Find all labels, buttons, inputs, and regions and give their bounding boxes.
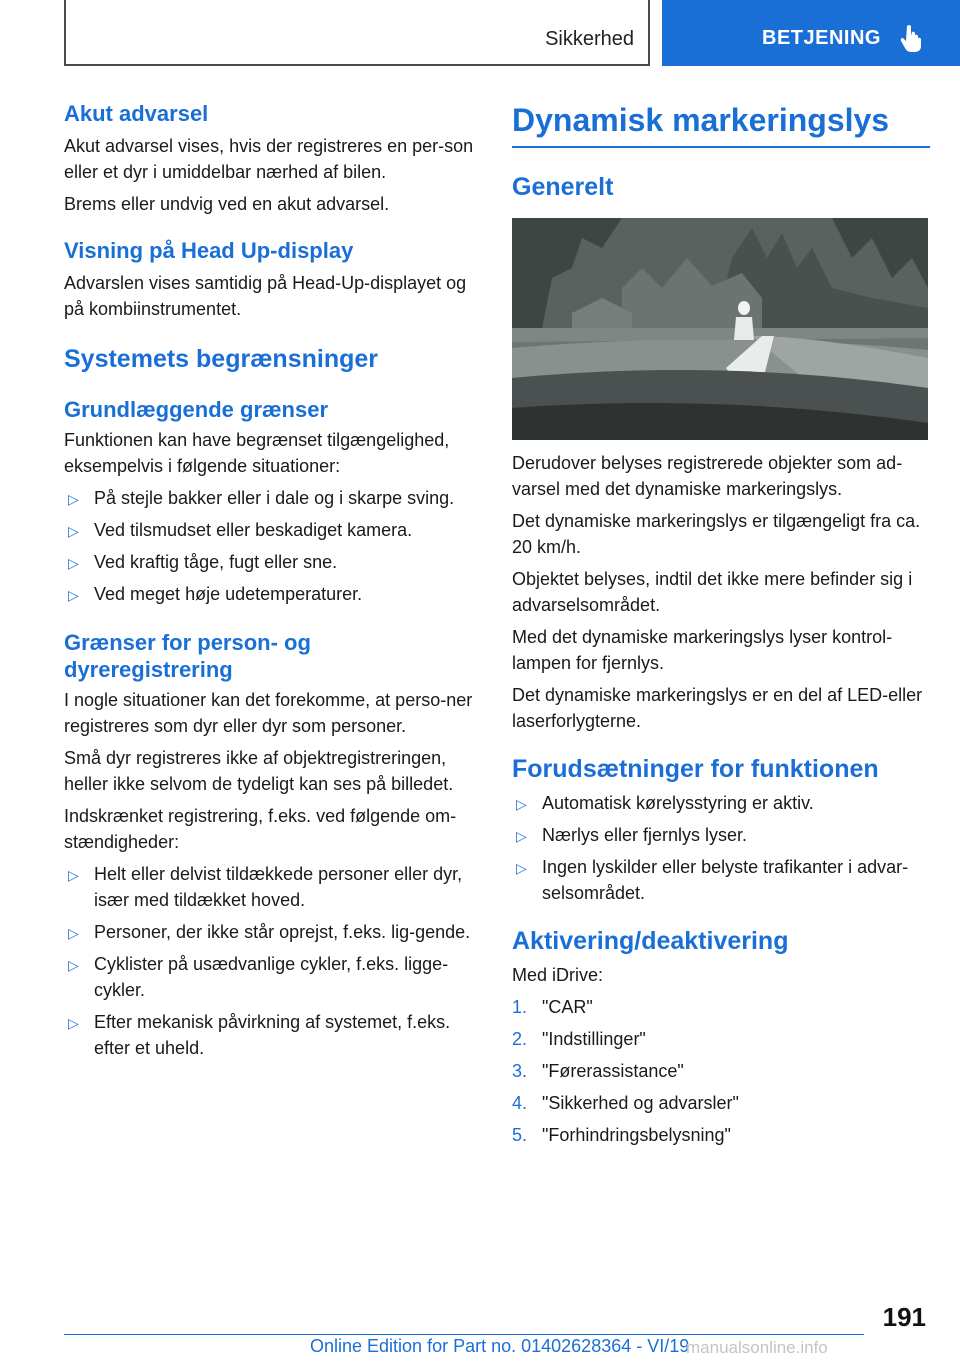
list-item: 5. "Forhindringsbelysning" xyxy=(512,1125,731,1145)
heading-grundlaeggende-graenser: Grundlæggende grænser xyxy=(64,397,329,422)
paragraph: Advarslen vises samtidig på Head-Up-displayet og på kombiinstrumentet. xyxy=(64,273,467,319)
heading-forudsaetninger: Forudsætninger for funktionen xyxy=(512,755,879,783)
triangle-bullet-icon: ▷ xyxy=(68,587,79,603)
triangle-bullet-icon: ▷ xyxy=(68,925,79,941)
list-item: ▷ Helt eller delvist tildækkede personer eller dyr, især med tildækket hoved. xyxy=(68,864,463,910)
triangle-bullet-icon: ▷ xyxy=(516,796,527,812)
pointing-hand-icon xyxy=(898,24,924,52)
footer-rule xyxy=(64,1334,864,1335)
page-number: 191 xyxy=(882,1302,926,1332)
triangle-bullet-icon: ▷ xyxy=(68,523,79,539)
list-item: 2. "Indstillinger" xyxy=(512,1029,646,1049)
triangle-bullet-icon: ▷ xyxy=(68,1015,79,1031)
triangle-bullet-icon: ▷ xyxy=(68,867,79,883)
heading-akut-advarsel: Akut advarsel xyxy=(64,101,209,126)
right-column xyxy=(512,100,930,1148)
heading-graenser-person-dyr: Grænser for person- og dyreregistrering xyxy=(64,630,311,682)
paragraph: Små dyr registreres ikke af objektregistreringen, heller ikke selvom de tydeligt kan ses på billedet. xyxy=(64,748,454,794)
watermark: manualsonline.info xyxy=(686,1338,828,1357)
list-item: ▷ Cyklister på usædvanlige cykler, f.eks. ligge-cykler. xyxy=(68,954,449,1000)
list-item: ▷ Efter mekanisk påvirkning af systemet, f.eks. efter et uheld. xyxy=(68,1012,451,1058)
left-column xyxy=(64,100,476,1061)
paragraph: Derudover belyses registrerede objekter som ad-varsel med det dynamiske markeringslys. xyxy=(512,453,903,499)
bullet-list xyxy=(64,485,476,607)
triangle-bullet-icon: ▷ xyxy=(68,957,79,973)
list-item: ▷ Ved kraftig tåge, fugt eller sne. xyxy=(64,549,476,575)
heading-generelt: Generelt xyxy=(512,173,614,201)
paragraph: Objektet belyses, indtil det ikke mere befinder sig i advarselsområdet. xyxy=(512,569,913,615)
edition-text: Online Edition for Part no. 01402628364 - VI/19 xyxy=(310,1336,690,1356)
paragraph: Med det dynamiske markeringslys lyser kontrol-lampen for fjernlys. xyxy=(512,627,893,673)
triangle-bullet-icon: ▷ xyxy=(516,828,527,844)
paragraph: Indskrænket registrering, f.eks. ved følgende om-stændigheder: xyxy=(64,806,457,852)
paragraph: Det dynamiske markeringslys er en del af LED-eller laserforlygterne. xyxy=(512,685,923,731)
section-title: Sikkerhed xyxy=(545,28,634,50)
list-item: ▷ På stejle bakker eller i dale og i skarpe sving. xyxy=(64,485,476,511)
heading-rule xyxy=(512,146,930,148)
list-item: ▷ Nærlys eller fjernlys lyser. xyxy=(512,822,930,848)
list-item: 4. "Sikkerhed og advarsler" xyxy=(512,1093,739,1113)
heading-head-up-display: Visning på Head Up-display xyxy=(64,238,354,263)
list-item: ▷ Ved tilsmudset eller beskadiget kamera. xyxy=(64,517,476,543)
heading-aktivering-deaktivering: Aktivering/deaktivering xyxy=(512,927,789,955)
night-road-illustration xyxy=(512,218,928,440)
triangle-bullet-icon: ▷ xyxy=(516,860,527,876)
paragraph: Med iDrive: xyxy=(512,965,604,985)
bullet-list xyxy=(512,790,930,906)
paragraph: Brems eller undvig ved en akut advarsel. xyxy=(64,194,390,214)
triangle-bullet-icon: ▷ xyxy=(68,491,79,507)
triangle-bullet-icon: ▷ xyxy=(68,555,79,571)
paragraph: Akut advarsel vises, hvis der registreres en per-son eller et dyr i umiddelbar nærhed af bilen. xyxy=(64,136,474,182)
list-item: 1. "CAR" xyxy=(512,997,593,1017)
list-item: ▷ Ingen lyskilder eller belyste trafikanter i advar-selsområdet. xyxy=(516,857,909,903)
paragraph: Funktionen kan have begrænset tilgængelighed, eksempelvis i følgende situationer: xyxy=(64,430,450,476)
heading-systemets-begraensninger: Systemets begrænsninger xyxy=(64,345,378,373)
list-item: ▷ Automatisk kørelysstyring er aktiv. xyxy=(512,790,930,816)
list-item: 3. "Førerassistance" xyxy=(512,1061,684,1081)
list-item: ▷ Ved meget høje udetemperaturer. xyxy=(64,581,476,607)
paragraph: I nogle situationer kan det forekomme, at perso-ner registreres som dyr eller dyr som personer. xyxy=(64,690,473,736)
paragraph: Det dynamiske markeringslys er tilgængeligt fra ca. 20 km/h. xyxy=(512,511,921,557)
chapter-tab[interactable] xyxy=(662,0,960,66)
header-box xyxy=(64,0,650,66)
list-item: ▷ Personer, der ikke står oprejst, f.eks. lig-gende. xyxy=(64,919,476,945)
chapter-label: BETJENING xyxy=(762,27,881,49)
bullet-list xyxy=(64,861,476,1061)
heading-dynamisk-markeringslys: Dynamisk markeringslys xyxy=(512,102,890,138)
numbered-list xyxy=(512,994,930,1148)
